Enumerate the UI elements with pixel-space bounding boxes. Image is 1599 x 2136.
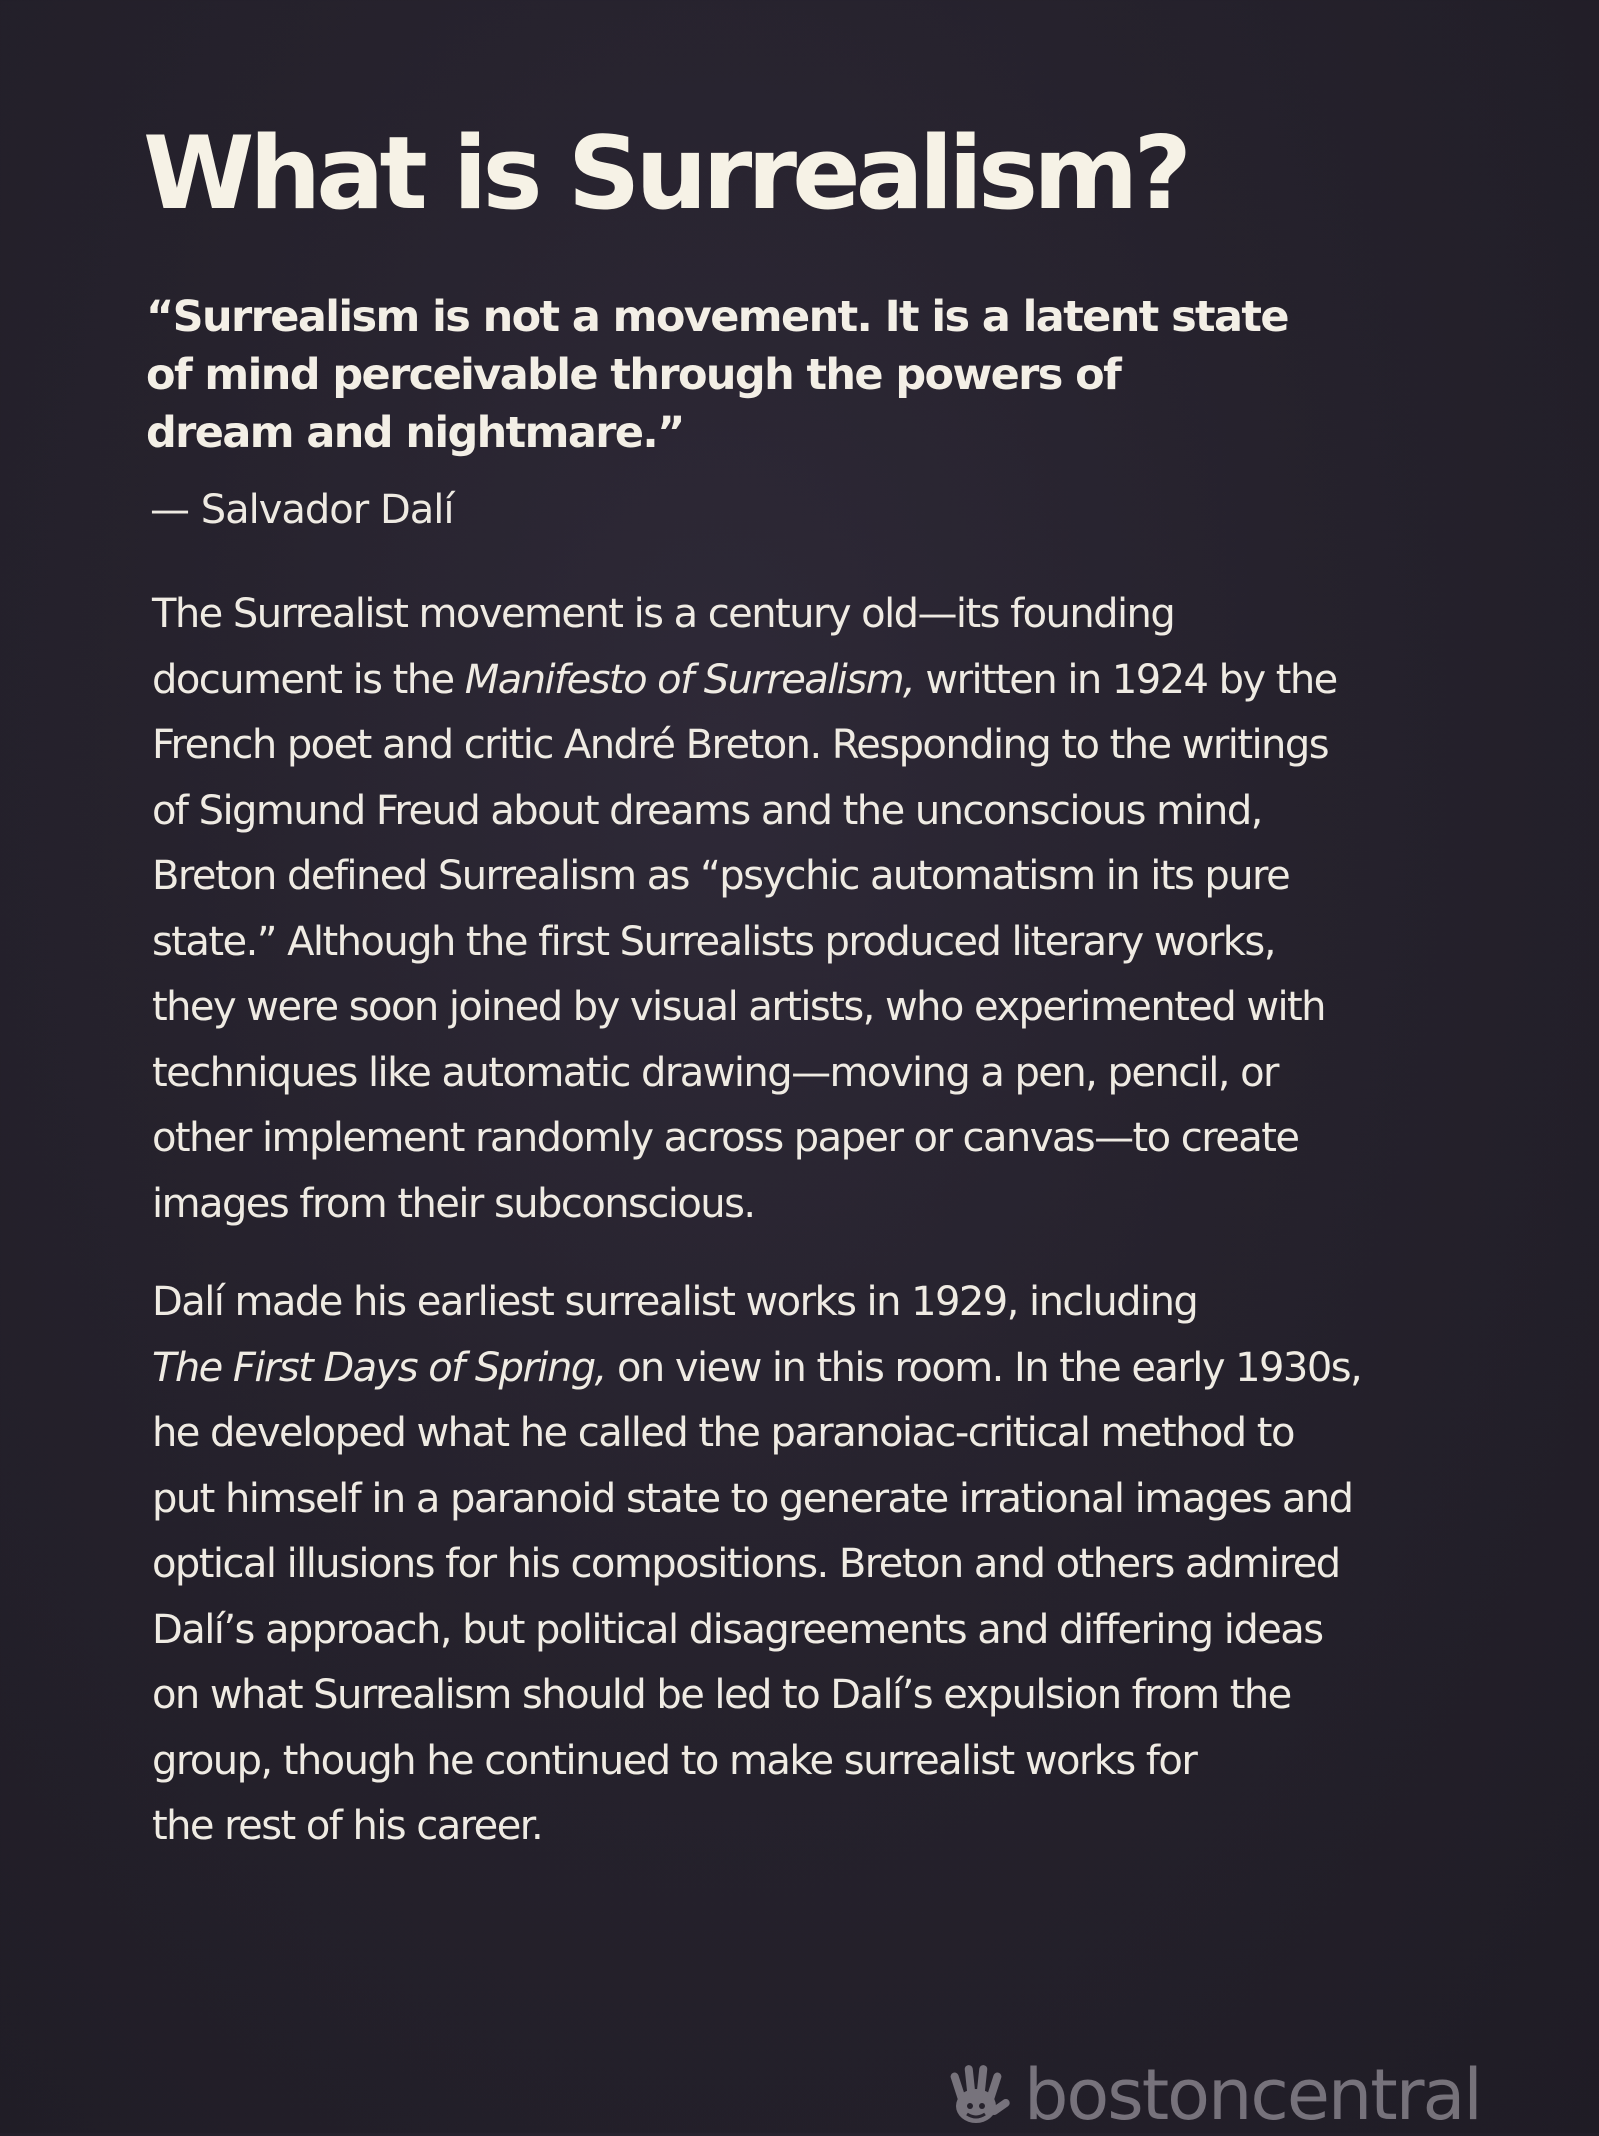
watermark: [940, 2054, 1481, 2136]
text-line: Dalí made his earliest surrealist works in 1929, including: [152, 1279, 1198, 1325]
text-line: Breton defined Surrealism as “psychic automatism in its pure: [152, 853, 1290, 899]
text-line: he developed what he called the paranoiac-critical method to: [152, 1410, 1294, 1456]
watermark-text: bostoncentral: [1024, 2054, 1481, 2136]
paragraph-dali: [152, 1270, 1412, 1860]
panel-title: What is Surrealism?: [143, 114, 1187, 232]
manifesto-title: Manifesto of Surrealism,: [464, 656, 915, 703]
text-segment: written in 1924 by the: [914, 656, 1337, 703]
text-line: other implement randomly across paper or canvas—to create: [152, 1115, 1299, 1161]
hand-logo-icon: [940, 2062, 1014, 2128]
text-line: group, though he continued to make surrealist works for: [152, 1737, 1197, 1784]
text-line: The Surrealist movement is a century old—its founding: [152, 591, 1175, 637]
text-line: French poet and critic André Breton. Responding to the writings: [152, 722, 1328, 768]
quote-attribution: — Salvador Dalí: [150, 487, 454, 533]
text-line: of Sigmund Freud about dreams and the unconscious mind,: [152, 787, 1262, 834]
text-line: [152, 1336, 1412, 1402]
text-line: state.” Although the first Surrealists produced literary works,: [152, 918, 1275, 965]
text-line: on what Surrealism should be led to Dalí’s expulsion from the: [152, 1672, 1291, 1718]
text-segment: on view in this room. In the early 1930s,: [605, 1344, 1362, 1391]
text-line: put himself in a paranoid state to generate irrational images and: [152, 1475, 1353, 1522]
dali-quote: [146, 288, 1306, 462]
artwork-title: The First Days of Spring,: [152, 1344, 606, 1391]
text-line: Dalí’s approach, but political disagreements and differing ideas: [152, 1606, 1323, 1653]
text-line: [152, 648, 1412, 714]
text-line: images from their subconscious.: [152, 1180, 755, 1227]
text-line: techniques like automatic drawing—moving a pen, pencil, or: [152, 1049, 1278, 1096]
quote-line: dream and nightmare.”: [146, 408, 684, 458]
quote-line: of mind perceivable through the powers of: [146, 350, 1121, 400]
quote-line: “Surrealism is not a movement. It is a latent state: [146, 292, 1288, 342]
paragraph-history: [152, 582, 1412, 1237]
text-line: they were soon joined by visual artists, who experimented with: [152, 984, 1325, 1030]
text-line: optical illusions for his compositions. Breton and others admired: [152, 1541, 1340, 1587]
text-line: the rest of his career.: [152, 1803, 543, 1849]
text-segment: document is the: [152, 656, 465, 703]
